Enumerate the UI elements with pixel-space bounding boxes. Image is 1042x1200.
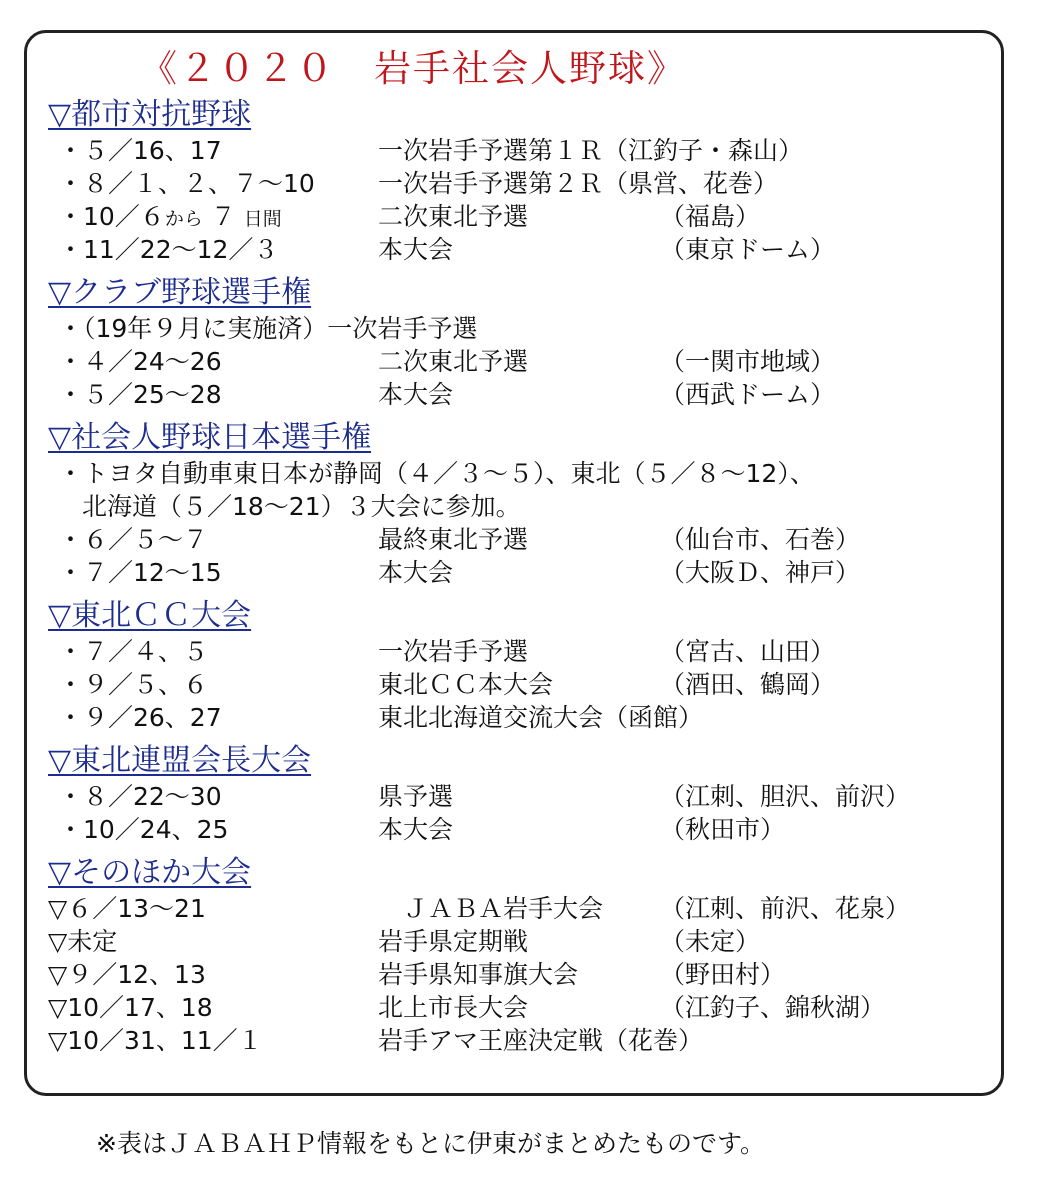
event-name: 東北北海道交流大会（函館）	[378, 703, 704, 732]
event-venue: （宮古、山田）	[660, 637, 836, 666]
event-venue: （一関市地域）	[660, 347, 836, 376]
event-venue: （江刺、前沢、花泉）	[660, 894, 911, 923]
event-venue: （仙台市、石巻）	[660, 525, 861, 554]
event-venue: （江釣子、錦秋湖）	[660, 993, 886, 1022]
event-date: ▽未定	[48, 927, 118, 956]
list-item	[48, 958, 988, 991]
event-date: ▽９／12、13	[48, 960, 206, 989]
list-item	[48, 925, 988, 958]
list-item	[48, 167, 988, 200]
section-club-senshuken	[48, 274, 988, 411]
list-item	[48, 312, 988, 345]
note-line: 北海道（５／18～21）３大会に参加。	[82, 492, 521, 521]
list-item	[48, 991, 988, 1024]
event-date: ・７／12～15	[58, 558, 222, 587]
event-venue: （江刺、胆沢、前沢）	[660, 782, 911, 811]
event-name: 二次東北予選	[378, 202, 529, 231]
page-title: 《２０２０ 岩手社会人野球》	[140, 47, 686, 90]
section-toshi-taiko	[48, 96, 988, 266]
event-name: 岩手県知事旗大会	[378, 960, 579, 989]
section-heading[interactable]: ▽都市対抗野球	[48, 97, 252, 132]
note-line: ・トヨタ自動車東日本が静岡（４／３～５）、東北（５／８～12）、	[58, 459, 815, 488]
event-name: ＪＡＢＡ岩手大会	[378, 894, 604, 923]
section-heading[interactable]: ▽東北連盟会長大会	[48, 743, 312, 778]
event-date: ・９／26、27	[58, 703, 222, 732]
event-date: ・８／22～30	[58, 782, 222, 811]
list-item	[48, 556, 988, 589]
event-date: ・10／６から ７ 日間	[58, 202, 282, 231]
event-date: ・７／４、５	[58, 637, 209, 666]
list-item	[48, 635, 988, 668]
event-name: 北上市長大会	[378, 993, 529, 1022]
event-name: 本大会	[378, 815, 454, 844]
event-name: 県予選	[378, 782, 454, 811]
section-heading[interactable]: ▽東北ＣＣ大会	[48, 598, 252, 633]
event-date: ・６／５～７	[58, 525, 209, 554]
list-item	[48, 892, 988, 925]
event-venue: （秋田市）	[660, 815, 786, 844]
list-item	[48, 668, 988, 701]
list-item	[48, 701, 988, 734]
section-heading[interactable]: ▽社会人野球日本選手権	[48, 420, 372, 455]
event-venue: （東京ドーム）	[660, 235, 836, 264]
list-item	[48, 345, 988, 378]
list-item	[48, 523, 988, 556]
event-venue: （大阪Ｄ、神戸）	[660, 558, 861, 587]
event-date: ・５／25～28	[58, 380, 222, 409]
list-item	[48, 1024, 988, 1057]
event-venue: （西武ドーム）	[660, 380, 836, 409]
list-item	[48, 233, 988, 266]
section-kaicho-taikai	[48, 742, 988, 846]
section-heading[interactable]: ▽そのほか大会	[48, 855, 252, 890]
event-name: 岩手県定期戦	[378, 927, 529, 956]
schedule-content	[48, 96, 988, 1057]
list-item	[48, 813, 988, 846]
event-name: 本大会	[378, 235, 454, 264]
event-name: 最終東北予選	[378, 525, 529, 554]
event-name: 岩手アマ王座決定戦（花巻）	[378, 1026, 704, 1055]
event-date: ・11／22～12／３	[58, 235, 279, 264]
event-name: 一次岩手予選第１Ｒ（江釣子・森山）	[378, 136, 804, 165]
event-date: ・５／16、17	[58, 136, 222, 165]
section-nihon-senshuken	[48, 419, 988, 589]
event-name: 本大会	[378, 558, 454, 587]
event-name: 東北ＣＣ本大会	[378, 670, 554, 699]
list-item	[48, 378, 988, 411]
event-date: ・10／24、25	[58, 815, 229, 844]
list-item	[48, 200, 988, 233]
section-sonohoka	[48, 854, 988, 1057]
event-date: ▽10／31、11／１	[48, 1026, 263, 1055]
event-date: ・４／24～26	[58, 347, 222, 376]
event-venue: （未定）	[660, 927, 761, 956]
list-item	[48, 134, 988, 167]
event-date: ・９／５、６	[58, 670, 209, 699]
list-item	[48, 780, 988, 813]
event-name: 一次岩手予選第２Ｒ（県営、花巻）	[378, 169, 779, 198]
event-name: 一次岩手予選	[378, 637, 529, 666]
event-venue: （福島）	[660, 202, 761, 231]
footer-note: ※表はＪＡＢＡＨＰ情報をもとに伊東がまとめたものです。	[96, 1129, 765, 1158]
event-date: ・（19年９月に実施済）一次岩手予選	[58, 314, 478, 343]
event-date: ▽６／13～21	[48, 894, 206, 923]
event-date: ・８／１、２、７～10	[58, 169, 315, 198]
section-tohoku-cc	[48, 597, 988, 734]
section-heading[interactable]: ▽クラブ野球選手権	[48, 275, 312, 310]
event-date: ▽10／17、18	[48, 993, 213, 1022]
event-venue: （野田村）	[660, 960, 786, 989]
event-venue: （酒田、鶴岡）	[660, 670, 836, 699]
event-name: 二次東北予選	[378, 347, 529, 376]
event-name: 本大会	[378, 380, 454, 409]
